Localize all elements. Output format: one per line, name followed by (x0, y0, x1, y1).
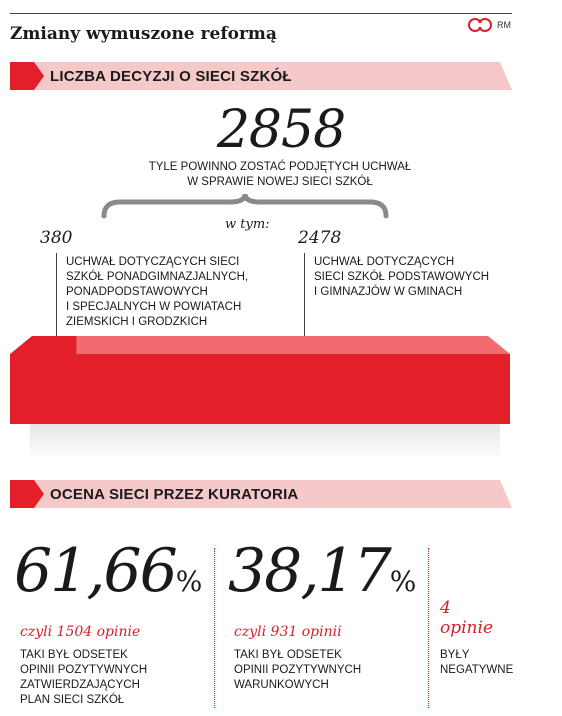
stacked-bar-chart (0, 326, 562, 456)
percent-sign: % (175, 565, 203, 598)
section-banner-opinions (10, 480, 512, 508)
caption-line: NEGATYWNE (440, 664, 514, 676)
opinion-conditional-value (228, 536, 416, 606)
percent-number: 38,17 (228, 536, 390, 606)
caption-line: ZIEMSKICH I GRODZKICH (66, 316, 208, 328)
opinion-positive-count: czyli 1504 opinie (20, 624, 141, 640)
section-title: OCENA SIECI PRZEZ KURATORIA (50, 486, 299, 503)
opinion-positive-caption (20, 648, 210, 708)
opinion-conditional-caption (234, 648, 414, 693)
percent-sign: % (389, 565, 417, 598)
bar-segment-top (10, 336, 76, 354)
column-divider (428, 548, 429, 708)
total-value: 2858 (216, 100, 346, 160)
caption-line: UCHWAŁ DOTYCZĄCYCH SIECI (66, 256, 240, 268)
caption-line: TAKI BYŁ ODSETEK (234, 649, 342, 661)
caption-line: ZATWIERDZAJĄCYCH (20, 679, 140, 691)
section-title: LICZBA DECYZJI O SIECI SZKÓŁ (50, 68, 292, 85)
caption-line: WARUNKOWYCH (234, 679, 329, 691)
header-rule (10, 13, 512, 14)
part-a-value: 380 (40, 228, 73, 248)
caption-line: OPINII POZYTYWNYCH (20, 664, 148, 676)
bar-shadow (30, 424, 500, 456)
total-caption-line: W SPRAWIE NOWEJ SIECI SZKÓŁ (187, 176, 373, 188)
section-banner-decisions (10, 62, 512, 90)
opinion-negative-unit: opinie (440, 618, 494, 638)
bar-segment (76, 354, 510, 424)
bar-segment (10, 354, 76, 424)
part-b-caption (314, 255, 514, 300)
caption-line: UCHWAŁ DOTYCZĄCYCH (314, 256, 455, 268)
caption-line: BYŁY (440, 649, 470, 661)
caption-line: PONADPODSTAWOWYCH (66, 286, 208, 298)
bar-segment-top (76, 336, 510, 354)
caption-line: I GIMNAZJÓW W GMINACH (314, 286, 463, 298)
caption-line: SZKÓŁ PONADGIMNAZJALNYCH, (66, 271, 249, 283)
caption-line: OPINII POZYTYWNYCH (234, 664, 362, 676)
part-a-caption (66, 255, 296, 330)
caption-line: SIECI SZKÓŁ PODSTAWOWYCH (314, 271, 490, 283)
percent-number: 61,66 (14, 536, 176, 606)
column-divider (214, 548, 215, 708)
total-caption (100, 160, 460, 190)
opinion-negative-caption (440, 648, 540, 678)
brand-logo-icon (468, 18, 492, 32)
caption-line: I SPECJALNYCH W POWIATACH (66, 301, 242, 313)
breakdown-label: w tym: (225, 217, 270, 232)
part-b-value: 2478 (298, 228, 342, 248)
brand-label: RM (497, 20, 511, 30)
caption-line: TAKI BYŁ ODSETEK (20, 649, 128, 661)
opinion-negative-value: 4 (440, 598, 451, 618)
caption-line: PLAN SIECI SZKÓŁ (20, 694, 125, 706)
page-title: Zmiany wymuszone reformą (10, 24, 277, 44)
total-caption-line: TYLE POWINNO ZOSTAĆ PODJĘTYCH UCHWAŁ (148, 161, 412, 173)
opinion-positive-value (14, 536, 202, 606)
opinion-conditional-count: czyli 931 opinii (234, 624, 342, 640)
